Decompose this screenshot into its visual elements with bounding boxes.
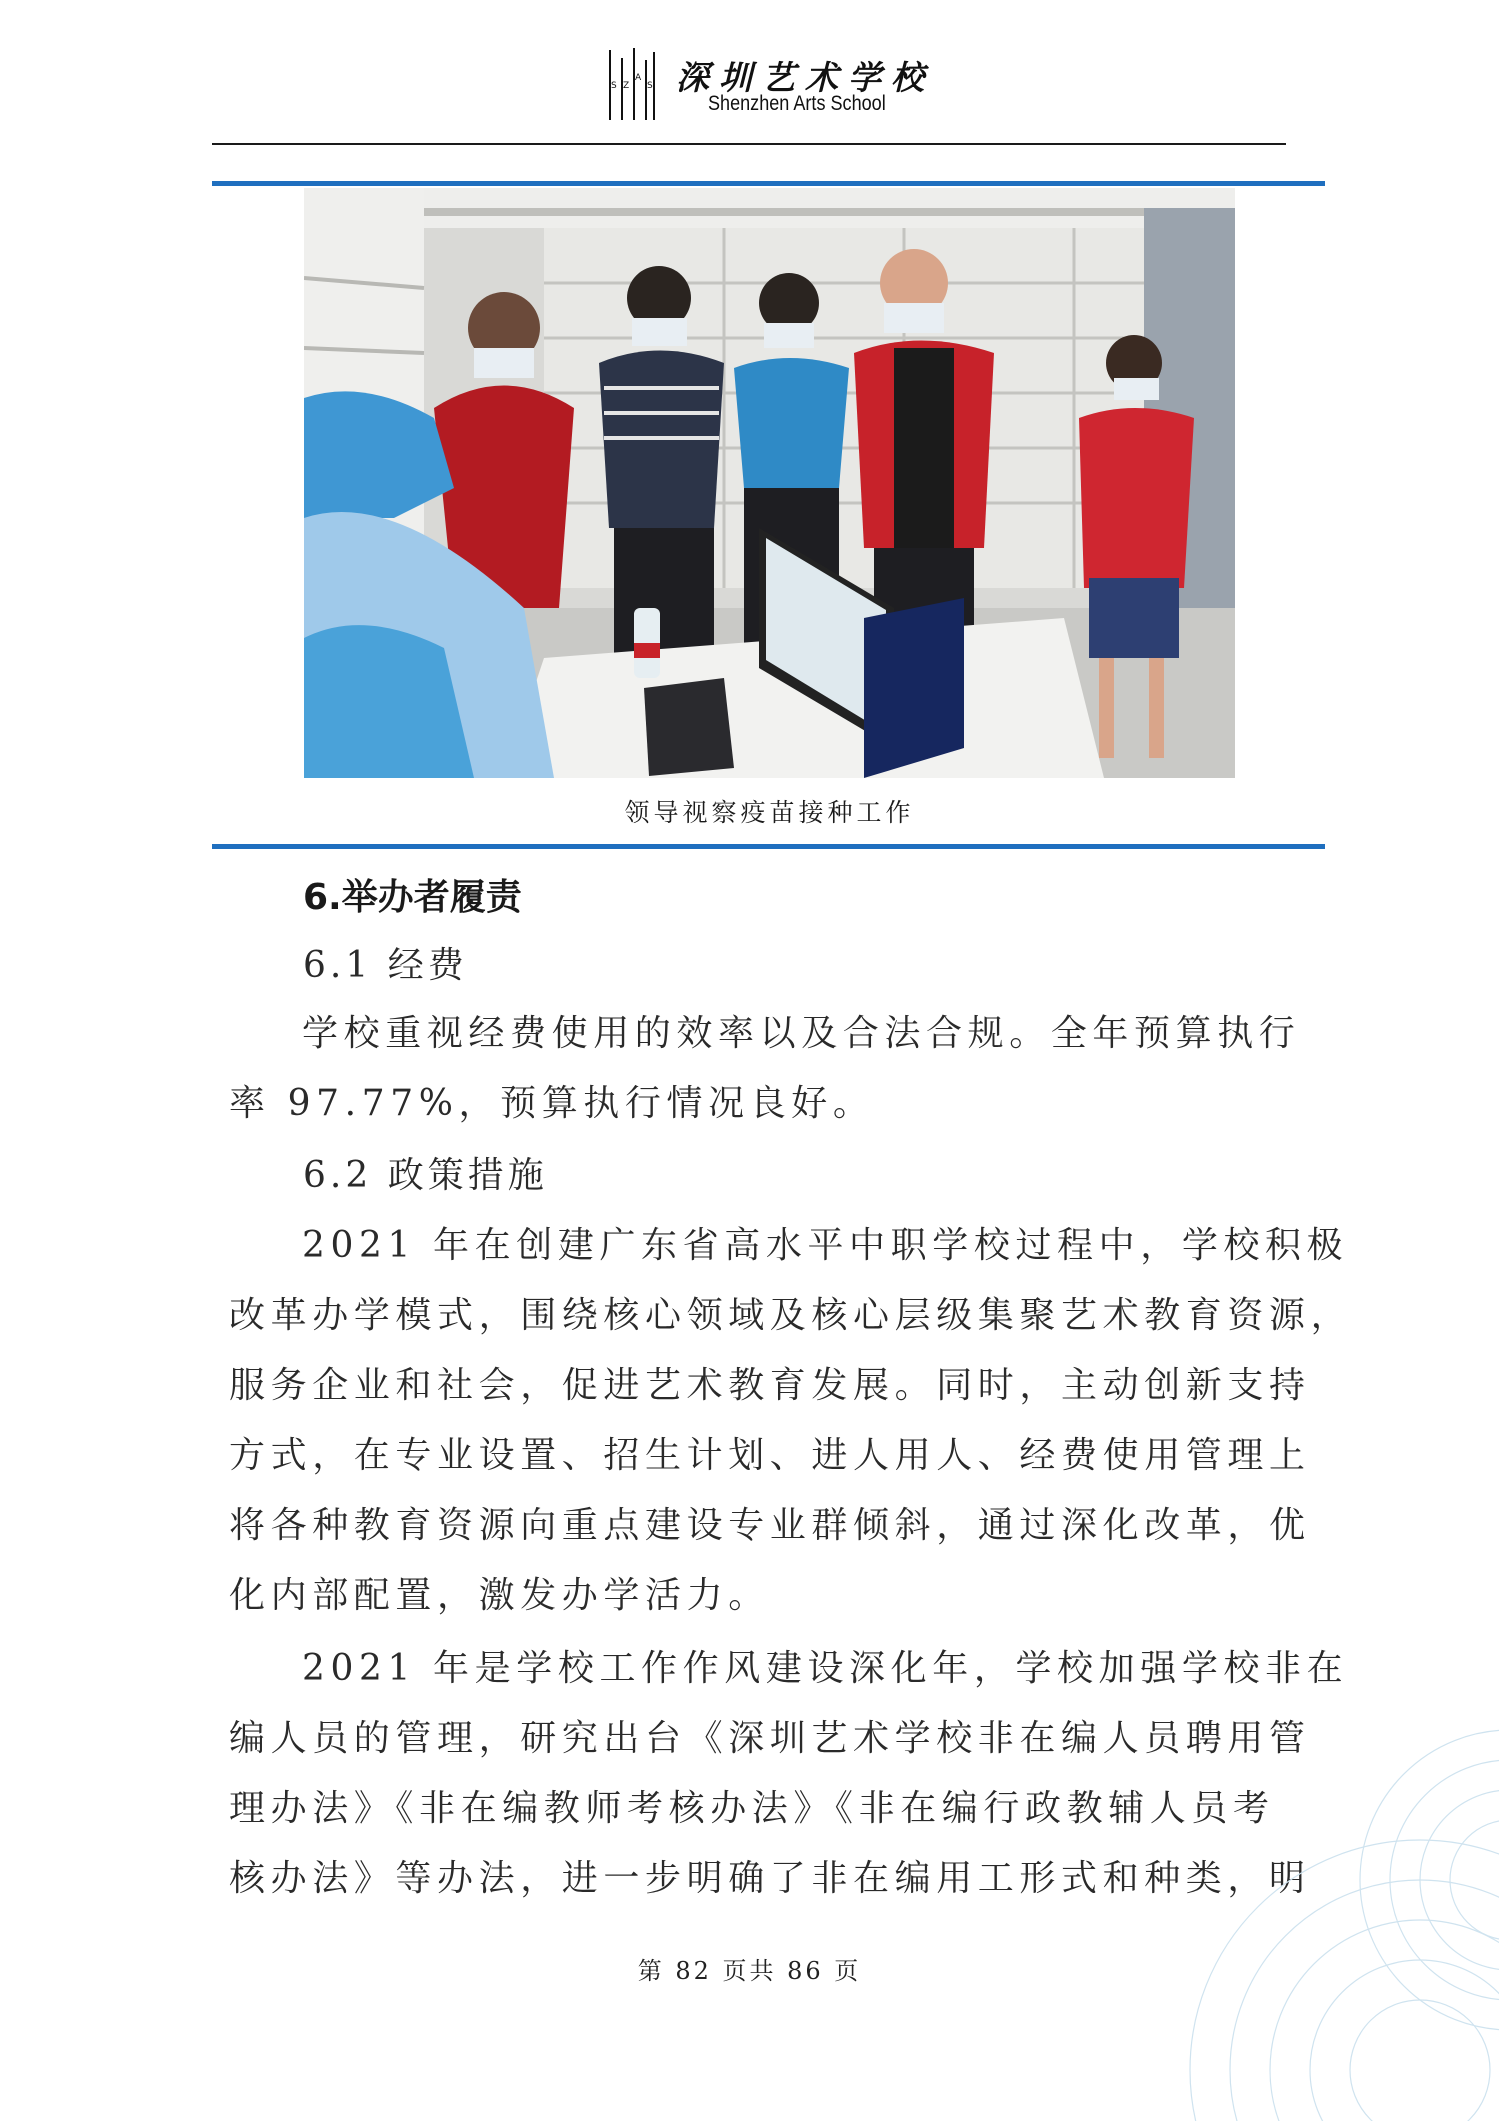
photo-top-rule (212, 181, 1325, 186)
svg-text:S: S (611, 81, 617, 91)
body-line: 方式，在专业设置、招生计划、进人用人、经费使用管理上 (229, 1435, 1311, 1476)
body-line: 服务企业和社会，促进艺术教育发展。同时，主动创新支持 (229, 1365, 1311, 1406)
subsection-heading-policy: 6.2 政策措施 (303, 1155, 548, 1196)
svg-text:S: S (647, 81, 653, 91)
body-line: 将各种教育资源向重点建设专业群倾斜，通过深化改革，优 (229, 1505, 1311, 1546)
school-name-en: Shenzhen Arts School (708, 92, 886, 115)
vaccination-inspection-photo (304, 188, 1235, 778)
subsection-heading-funding: 6.1 经费 (303, 945, 468, 986)
body-line: 率 97.77%，预算执行情况良好。 (229, 1083, 875, 1124)
photo-caption: 领导视察疫苗接种工作 (624, 798, 915, 827)
decorative-circles (1090, 1650, 1499, 2121)
section-heading: 6.举办者履责 (303, 877, 522, 918)
photo-bottom-rule (212, 844, 1325, 849)
page-number: 第 82 页共 86 页 (637, 1957, 862, 1985)
header-divider (212, 143, 1286, 145)
body-line: 理办法》《非在编教师考核办法》《非在编行政教辅人员考 (229, 1788, 1275, 1829)
body-line: 2021 年是学校工作作风建设深化年，学校加强学校非在 (302, 1648, 1349, 1689)
body-line: 化内部配置，激发办学活力。 (229, 1575, 770, 1616)
svg-text:A: A (635, 73, 642, 83)
body-line: 改革办学模式，围绕核心领域及核心层级集聚艺术教育资源， (229, 1295, 1353, 1336)
body-line: 2021 年在创建广东省高水平中职学校过程中，学校积极 (302, 1225, 1349, 1266)
body-line: 核办法》等办法，进一步明确了非在编用工形式和种类，明 (229, 1858, 1311, 1899)
body-line: 编人员的管理，研究出台《深圳艺术学校非在编人员聘用管 (229, 1718, 1311, 1759)
school-name-cn: 深圳艺术学校 (676, 58, 934, 97)
svg-text:Z: Z (623, 81, 630, 91)
body-line: 学校重视经费使用的效率以及合法合规。全年预算执行 (302, 1013, 1301, 1054)
school-logo-mark (608, 48, 656, 122)
